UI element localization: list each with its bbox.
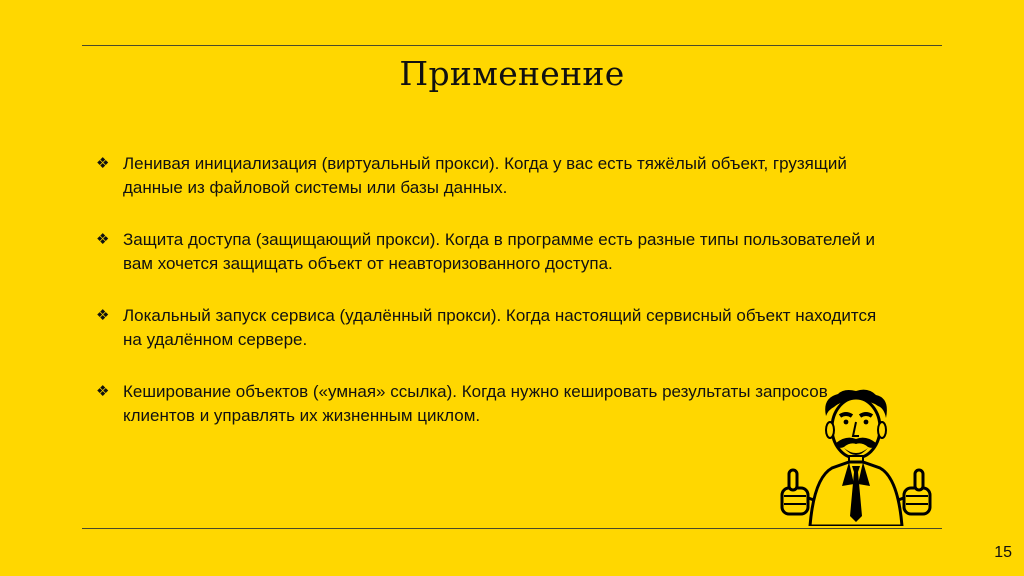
man-thumbs-up-illustration bbox=[770, 388, 942, 526]
top-divider bbox=[82, 45, 942, 46]
bottom-divider bbox=[82, 528, 942, 529]
diamond-bullet-icon: ❖ bbox=[96, 382, 110, 400]
bullet-text: Локальный запуск сервиса (удалённый прокси). Когда настоящий сервисный объект находится на удалённом сервере. bbox=[123, 306, 877, 349]
bullet-item bbox=[96, 152, 896, 199]
diamond-bullet-icon: ❖ bbox=[96, 154, 110, 172]
bullet-item bbox=[96, 304, 896, 351]
diamond-bullet-icon: ❖ bbox=[96, 306, 110, 324]
bullet-text: Кеширование объектов («умная» ссылка). Когда нужно кешировать результаты запросов клиентов и управлять их жизненным циклом. bbox=[123, 382, 828, 425]
page-number: 15 bbox=[994, 544, 1012, 561]
bullet-text: Защита доступа (защищающий прокси). Когда в программе есть разные типы пользователей и вам хочется защищать объект от неавторизованного доступа. bbox=[123, 230, 875, 273]
bullet-item bbox=[96, 228, 896, 275]
slide-title: Применение bbox=[399, 54, 625, 93]
diamond-bullet-icon: ❖ bbox=[96, 230, 110, 248]
bullet-text: Ленивая инициализация (виртуальный прокси). Когда у вас есть тяжёлый объект, грузящий данные из файловой системы или базы данных. bbox=[123, 154, 847, 197]
